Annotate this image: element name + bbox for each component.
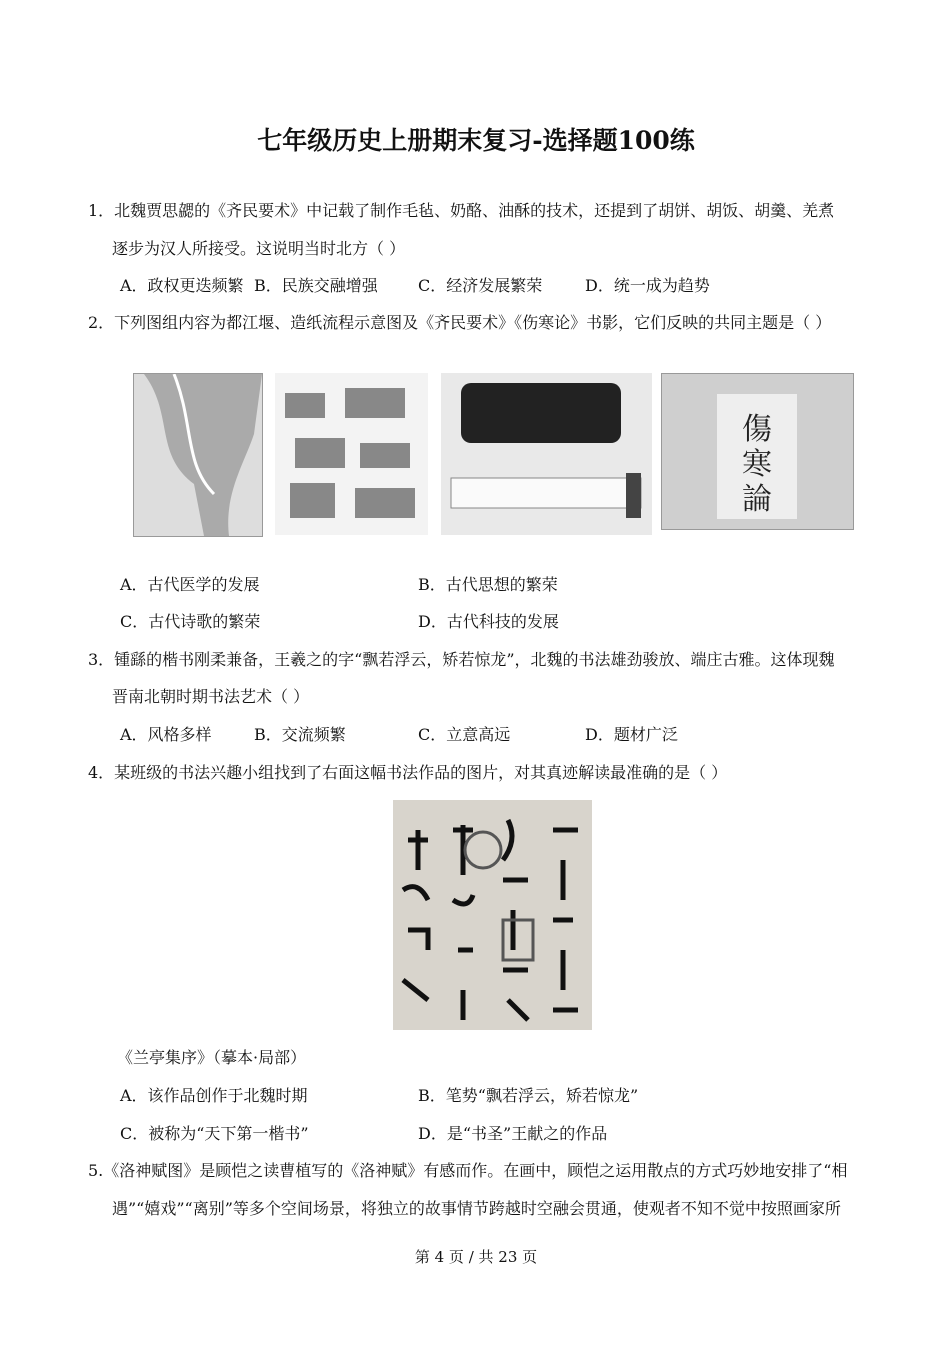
dujiangyan-map-image [133, 373, 263, 537]
q1-text: 1．北魏贾思勰的《齐民要术》中记载了制作毛毡、奶酪、油酥的技术，还提到了胡饼、胡饭、胡羹、羌煮 [88, 201, 835, 220]
q4-image-caption: 《兰亭集序》（摹本·局部） [117, 1048, 307, 1067]
svg-text:傷: 傷 [742, 412, 772, 447]
q4-option-b: B．笔势“飘若浮云，矫若惊龙” [418, 1086, 639, 1105]
q5-text: 5.《洛神赋图》是顾恺之读曹植写的《洛神赋》有感而作。在画中，顾恺之运用散点的方式巧妙地安排了“相 [88, 1161, 848, 1180]
q3-text-cont: 晋南北朝时期书法艺术（ ） [112, 687, 310, 706]
q1-text-cont: 逐步为汉人所接受。这说明当时北方（ ） [112, 239, 406, 258]
q4-option-a: A．该作品创作于北魏时期 [120, 1086, 308, 1105]
q5-text-cont: 遇”“嬉戏”“离别”等多个空间场景，将独立的故事情节跨越时空融会贯通，使观者不知不觉中按照画家所 [112, 1199, 841, 1218]
q1-option-d: D．统一成为趋势 [585, 276, 710, 295]
svg-text:寒: 寒 [742, 447, 772, 482]
q3-option-d: D．题材广泛 [585, 725, 678, 744]
page-number-footer: 第 4 页 / 共 23 页 [414, 1248, 538, 1266]
q3-option-b: B．交流频繁 [254, 725, 346, 744]
q2-option-b: B．古代思想的繁荣 [418, 575, 558, 594]
shanghanlun-book-image [661, 373, 854, 530]
q3-text: 3．锺繇的楷书刚柔兼备，王羲之的字“飘若浮云，矫若惊龙”，北魏的书法雄劲骏放、端庄古雅。这体现魏 [88, 650, 835, 669]
q2-text: 2．下列图组内容为都江堰、造纸流程示意图及《齐民要术》《伤寒论》书影，它们反映的共同主题是（ ） [88, 313, 832, 332]
q4-option-c: C．被称为“天下第一楷书” [120, 1124, 309, 1143]
q1-option-a: A．政权更迭频繁 [120, 276, 244, 295]
svg-text:論: 論 [742, 482, 772, 517]
lantingxu-calligraphy-image [393, 800, 592, 1030]
q4-option-d: D．是“书圣”王献之的作品 [418, 1124, 608, 1143]
q1-option-b: B．民族交融增强 [254, 276, 378, 295]
q1-option-c: C．经济发展繁荣 [418, 276, 543, 295]
bamboo-slips-scroll-image [441, 373, 652, 535]
papermaking-process-image [275, 373, 428, 535]
page-title: 七年级历史上册期末复习-选择题100练 [257, 126, 695, 155]
q4-text: 4．某班级的书法兴趣小组找到了右面这幅书法作品的图片，对其真迹解读最准确的是（ ） [88, 763, 728, 782]
q2-option-a: A．古代医学的发展 [120, 575, 260, 594]
q3-option-a: A．风格多样 [120, 725, 212, 744]
q2-option-c: C．古代诗歌的繁荣 [120, 612, 261, 631]
q3-option-c: C．立意高远 [418, 725, 511, 744]
q2-option-d: D．古代科技的发展 [418, 612, 559, 631]
